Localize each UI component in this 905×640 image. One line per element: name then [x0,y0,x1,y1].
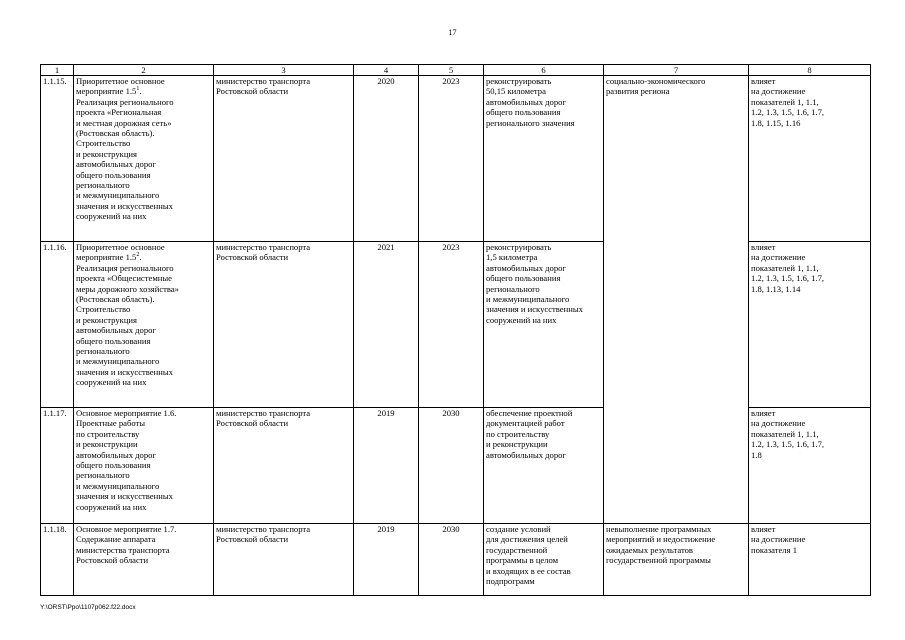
start-year: 2019 [354,524,419,596]
executor: министерство транспорта Ростовской области [214,408,354,524]
indicator-link: влияет на достижение показателей 1, 1.1, 1.2, 1.3, 1.5, 1.6, 1.7, 1.8, 1.13, 1.14 [749,242,871,408]
consequence: невыполнение программных мероприятий и недостижение ожидаемых результатов государственной программы [604,524,749,596]
column-number: 4 [354,65,419,76]
column-number: 7 [604,65,749,76]
column-number: 3 [214,65,354,76]
table-row [41,524,871,596]
indicator-link: влияет на достижение показателей 1, 1.1, 1.2, 1.3, 1.5, 1.6, 1.7, 1.8, 1.15, 1.16 [749,76,871,242]
measures-table [40,64,871,596]
indicator-link: влияет на достижение показателя 1 [749,524,871,596]
column-number: 2 [74,65,214,76]
expected-result: обеспечение проектной документацией работ по строительству и реконструкции автомобильных дорог [484,408,604,524]
start-year: 2021 [354,242,419,408]
page-number: 17 [448,28,457,37]
file-path-footer: Y:\ORST\Ppo\1107p062.f22.docx [40,604,136,611]
consequence: социально-экономического развития региона [604,76,749,242]
end-year: 2030 [419,524,484,596]
end-year: 2023 [419,242,484,408]
measure-name: Основное мероприятие 1.6. Проектные работы по строительству и реконструкции автомобильных дорог общего пользования регионального и межмуниципального значения и искусственных сооружений на них [74,408,214,524]
row-id: 1.1.16. [41,242,74,408]
row-id: 1.1.18. [41,524,74,596]
table-row [41,76,871,242]
column-number: 6 [484,65,604,76]
start-year: 2020 [354,76,419,242]
executor: министерство транспорта Ростовской области [214,242,354,408]
consequence-continued [604,408,749,524]
indicator-link: влияет на достижение показателей 1, 1.1, 1.2, 1.3, 1.5, 1.6, 1.7, 1.8 [749,408,871,524]
end-year: 2030 [419,408,484,524]
table-row [41,242,871,408]
end-year: 2023 [419,76,484,242]
row-id: 1.1.15. [41,76,74,242]
column-number: 5 [419,65,484,76]
expected-result: реконструировать 1,5 километра автомобильных дорог общего пользования регионального и межмуниципального значения и искусственных сооружений на них [484,242,604,408]
column-number: 8 [749,65,871,76]
consequence-continued [604,242,749,408]
executor: министерство транспорта Ростовской области [214,76,354,242]
column-number: 1 [41,65,74,76]
measure-name: Приоритетное основное мероприятие $1.5^2$. Реализация регионального проекта «Общесистемные меры дорожного хозяйства» (Ростовская область). Строительство и реконструкция автомобильных дорог общего пользования регионального и межмуниципального значения и искусственных сооружений на них [74,242,214,408]
measure-name: Основное мероприятие 1.7. Содержание аппарата министерства транспорта Ростовской области [74,524,214,596]
row-id: 1.1.17. [41,408,74,524]
expected-result: реконструировать 50,15 километра автомобильных дорог общего пользования регионального значения [484,76,604,242]
expected-result: создание условий для достижения целей государственной программы в целом и входящих в ее состав подпрограмм [484,524,604,596]
table-row [41,408,871,524]
column-number-row [41,65,871,76]
executor: министерство транспорта Ростовской области [214,524,354,596]
measure-name: Приоритетное основное мероприятие $1.5^1$. Реализация регионального проекта «Региональная и местная дорожная сеть» (Ростовская область). Строительство и реконструкция автомобильных дорог общего пользования регионального и межмуниципального значения и искусственных сооружений на них [74,76,214,242]
start-year: 2019 [354,408,419,524]
